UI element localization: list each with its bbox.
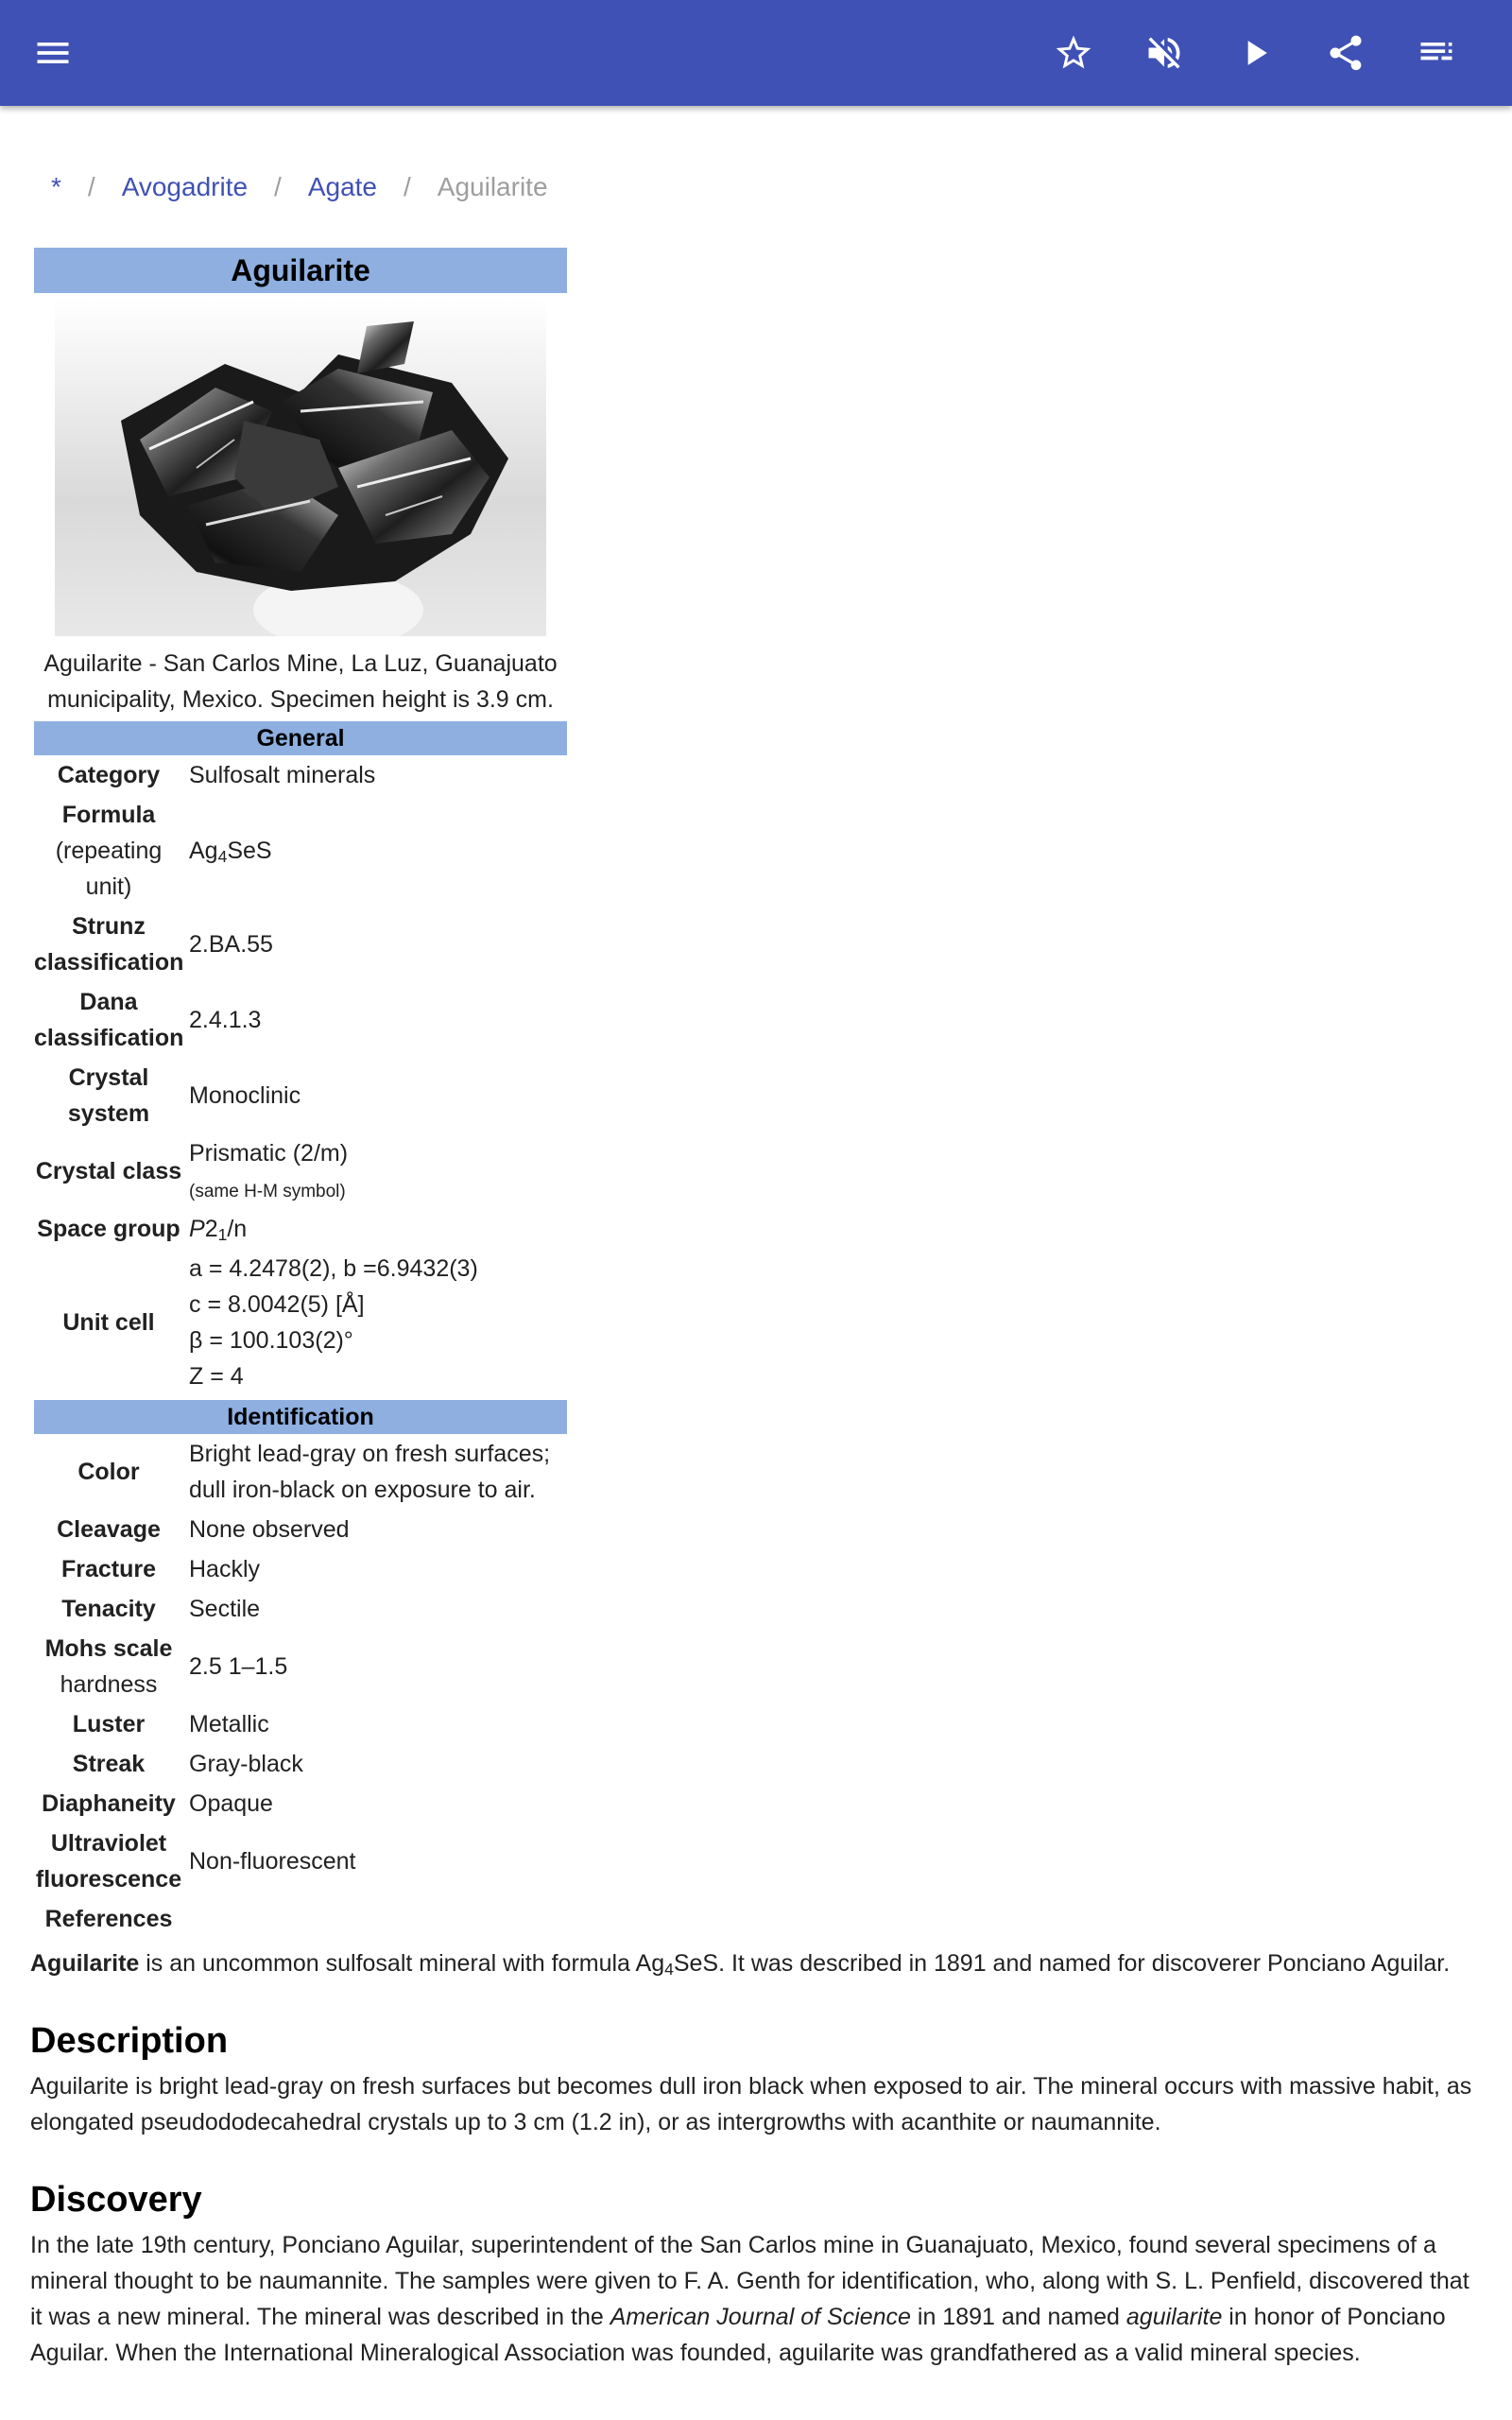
crystal-class-note: (same H-M symbol) xyxy=(189,1182,346,1201)
row-uv-fluorescence xyxy=(34,1824,567,1899)
strunz-value: 2.BA.55 xyxy=(189,931,273,958)
breadcrumb-root[interactable]: * xyxy=(51,172,61,201)
unit-cell-line: a = 4.2478(2), b =6.9432(3) xyxy=(189,1255,478,1282)
crystal-system-value[interactable]: Monoclinic xyxy=(189,1082,301,1109)
breadcrumb-separator: / xyxy=(87,172,95,201)
description-heading: Description xyxy=(30,2021,229,2061)
formula-part: Ag xyxy=(189,838,218,864)
row-luster xyxy=(34,1704,567,1744)
breadcrumb xyxy=(51,166,548,208)
intro-paragraph xyxy=(30,1945,1486,1981)
space-group-lattice: P xyxy=(189,1216,205,1242)
mute-button[interactable] xyxy=(1130,19,1198,87)
space-group-value xyxy=(183,1211,567,1247)
streak-value: Gray-black xyxy=(189,1751,303,1777)
formula-value xyxy=(183,833,567,869)
tenacity-value: Sectile xyxy=(189,1596,261,1622)
unit-cell-label: Unit cell xyxy=(62,1309,155,1336)
formula-label-main: Formula xyxy=(61,802,156,828)
dana-label: Dana classification xyxy=(34,989,184,1051)
article-body xyxy=(30,1945,1486,2371)
crystal-class-text: Prismatic (2/m) xyxy=(189,1140,349,1167)
discovery-text: In the late 19th century, Ponciano Aguilar, superintendent of the San Carlos mine in Guanajuato, Mexico, found several specimens of a mineral thought to be naumannite. The samples were given to F. A. Genth for identification, who, along with S. L. Penfield, discovered that it was a new mineral. The mineral was described in the xyxy=(30,2232,1469,2330)
unit-cell-line: Z = 4 xyxy=(189,1363,244,1390)
section-header-general: General xyxy=(34,721,567,755)
formula-label xyxy=(34,797,183,905)
discovery-paragraph xyxy=(30,2227,1486,2371)
cleavage-value: None observed xyxy=(189,1516,350,1543)
mohs-value: 2.5 1–1.5 xyxy=(189,1653,288,1680)
contents-button[interactable] xyxy=(1402,19,1470,87)
menu-button[interactable] xyxy=(19,19,87,87)
mineral-name: aguilarite xyxy=(1125,2304,1223,2330)
row-mohs xyxy=(34,1629,567,1704)
bookmark-button[interactable] xyxy=(1040,19,1108,87)
space-group-part: 2 xyxy=(204,1216,218,1242)
diaphaneity-label: Diaphaneity xyxy=(42,1790,176,1817)
play-button[interactable] xyxy=(1221,19,1289,87)
cleavage-label: Cleavage xyxy=(57,1516,161,1543)
row-fracture xyxy=(34,1549,567,1589)
row-diaphaneity xyxy=(34,1784,567,1824)
breadcrumb-item-agate[interactable]: Agate xyxy=(307,172,377,201)
category-label: Category xyxy=(57,762,161,788)
mohs-label-main[interactable]: Mohs scale xyxy=(44,1635,173,1662)
breadcrumb-separator: / xyxy=(404,172,411,201)
unit-cell-line: β = 100.103(2)° xyxy=(189,1327,353,1354)
fracture-value: Hackly xyxy=(189,1556,261,1582)
star-outline-icon xyxy=(1053,32,1094,74)
row-crystal-system xyxy=(34,1058,567,1133)
crystal-class-label: Crystal class xyxy=(35,1158,182,1184)
breadcrumb-separator: / xyxy=(274,172,282,201)
crystal-class-value xyxy=(183,1135,567,1207)
intro-text: SeS. It was described in 1891 and named for discoverer Ponciano Aguilar. xyxy=(673,1950,1451,1977)
intro-text: is an uncommon sulfosalt mineral with formula Ag xyxy=(139,1950,665,1977)
hamburger-menu-icon xyxy=(32,32,74,74)
tenacity-label: Tenacity xyxy=(61,1596,156,1622)
fracture-label: Fracture xyxy=(60,1556,157,1582)
breadcrumb-current: Aguilarite xyxy=(437,172,548,201)
infobox xyxy=(34,248,567,1939)
share-button[interactable] xyxy=(1312,19,1380,87)
row-dana xyxy=(34,982,567,1058)
row-crystal-class xyxy=(34,1133,567,1209)
diaphaneity-value: Opaque xyxy=(189,1790,273,1817)
uv-fluorescence-label: Ultraviolet fluorescence xyxy=(35,1830,182,1893)
infobox-title: Aguilarite xyxy=(34,248,567,293)
section-header-identification: Identification xyxy=(34,1400,567,1434)
share-icon xyxy=(1325,32,1366,74)
discovery-text: in 1891 and named xyxy=(910,2304,1126,2330)
row-cleavage xyxy=(34,1510,567,1549)
luster-label: Luster xyxy=(72,1711,146,1737)
journal-title: American Journal of Science xyxy=(610,2304,911,2330)
mohs-label xyxy=(34,1631,183,1703)
formula-part: SeS xyxy=(227,838,272,864)
row-streak xyxy=(34,1744,567,1784)
unit-cell-line: c = 8.0042(5) [Å] xyxy=(189,1291,365,1318)
space-group-subscript: 1 xyxy=(217,1225,228,1244)
intro-subscript: 4 xyxy=(664,1960,674,1979)
formula-label-note: (repeating unit) xyxy=(55,838,163,900)
color-value: Bright lead-gray on fresh surfaces; dull iron-black on exposure to air. xyxy=(189,1441,551,1503)
row-formula xyxy=(34,795,567,907)
row-unit-cell xyxy=(34,1249,567,1396)
references-label: References xyxy=(44,1906,173,1932)
row-references xyxy=(34,1899,567,1939)
play-icon xyxy=(1234,32,1276,74)
intro-term: Aguilarite xyxy=(30,1950,140,1977)
row-space-group xyxy=(34,1209,567,1249)
luster-value: Metallic xyxy=(189,1711,269,1737)
volume-off-icon xyxy=(1143,32,1185,74)
discovery-text: in honor of Ponciano Aguilar. When the International Mineralogical Association was founded, aguilarite was grandfathered as a valid mineral species. xyxy=(30,2304,1446,2366)
mohs-label-sub: hardness xyxy=(60,1671,158,1698)
dana-value: 2.4.1.3 xyxy=(189,1007,262,1033)
row-category xyxy=(34,755,567,795)
category-value[interactable]: Sulfosalt minerals xyxy=(189,762,376,788)
specimen-photo[interactable] xyxy=(55,298,546,636)
strunz-label: Strunz classification xyxy=(34,913,184,976)
row-strunz xyxy=(34,907,567,982)
specimen-caption: Aguilarite - San Carlos Mine, La Luz, Guanajuato municipality, Mexico. Specimen height is 3.9 cm. xyxy=(43,650,558,713)
row-color xyxy=(34,1434,567,1510)
description-paragraph: Aguilarite is bright lead-gray on fresh surfaces but becomes dull iron black when exposed to air. The mineral occurs with massive habit, as elongated pseudododecahedral crystals up to 3 cm (1.2 in), or as intergrowths with acanthite or naumannite. xyxy=(30,2073,1472,2135)
crystal-system-label: Crystal system xyxy=(67,1064,150,1127)
uv-fluorescence-value: Non-fluorescent xyxy=(189,1848,356,1875)
breadcrumb-item-avogadrite[interactable]: Avogadrite xyxy=(121,172,249,201)
space-group-label: Space group xyxy=(37,1216,180,1242)
app-bar xyxy=(0,0,1512,106)
row-tenacity xyxy=(34,1589,567,1629)
unit-cell-value xyxy=(183,1251,567,1394)
formula-subscript: 4 xyxy=(217,847,228,866)
space-group-part: /n xyxy=(227,1216,248,1242)
color-label: Color xyxy=(77,1459,140,1485)
playlist-icon xyxy=(1416,32,1457,74)
discovery-heading: Discovery xyxy=(30,2180,202,2220)
streak-label: Streak xyxy=(72,1751,146,1777)
specimen-crystal-illustration xyxy=(55,298,546,636)
